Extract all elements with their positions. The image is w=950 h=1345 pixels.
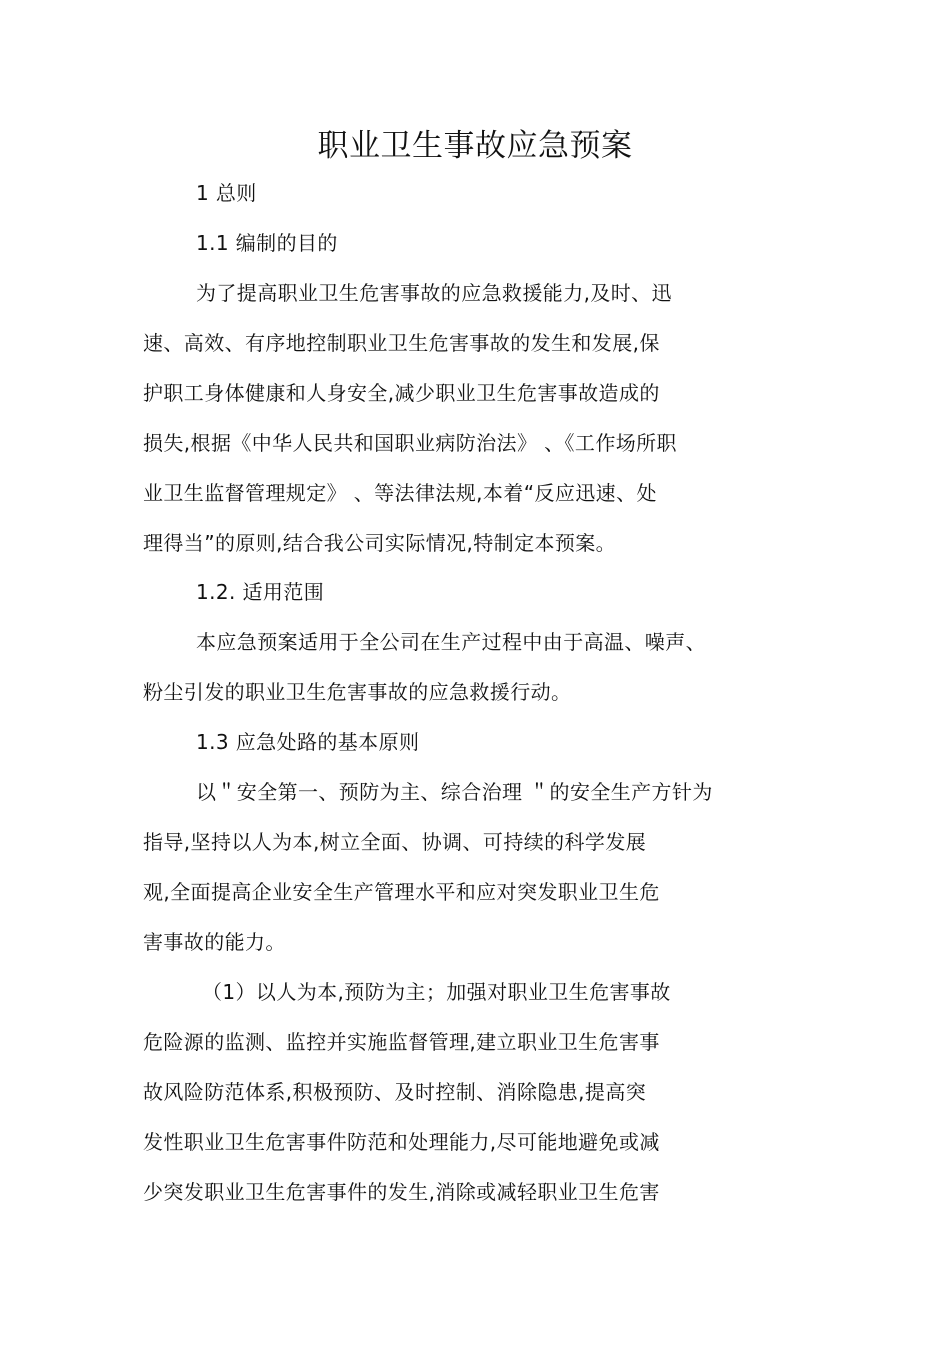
paragraph-line: 损失,根据《中华人民共和国职业病防治法》 、《工作场所职 [143,431,677,455]
paragraph-line: 以＂安全第一、预防为主、综合治理 ＂的安全生产方针为 [196,780,713,804]
paragraph-line: 本应急预案适用于全公司在生产过程中由于高温、噪声、 [196,630,706,654]
paragraph-line: 业卫生监督管理规定》 、等法律法规,本着“反应迅速、处 [143,481,657,505]
paragraph-line: 指导,坚持以人为本,树立全面、协调、可持续的科学发展 [143,830,647,854]
document-title: 职业卫生事故应急预案 [317,128,633,164]
paragraph-line: 为了提高职业卫生危害事故的应急救援能力,及时、迅 [196,281,672,305]
paragraph-line: 少突发职业卫生危害事件的发生,消除或减轻职业卫生危害 [143,1180,660,1204]
paragraph-line: 观,全面提高企业安全生产管理水平和应对突发职业卫生危 [143,880,660,904]
paragraph-line: 故风险防范体系,积极预防、及时控制、消除隐患,提高突 [143,1080,647,1104]
paragraph-line: 发性职业卫生危害事件防范和处理能力,尽可能地避免或减 [143,1130,660,1154]
paragraph-line: 理得当”的原则,结合我公司实际情况,特制定本预案。 [143,531,617,555]
paragraph-line: 速、高效、有序地控制职业卫生危害事故的发生和发展,保 [143,331,660,355]
paragraph-line: 危险源的监测、监控并实施监督管理,建立职业卫生危害事 [143,1030,660,1054]
section-heading-principles: 1.3 应急处路的基本原则 [196,730,420,754]
paragraph-line: 护职工身体健康和人身安全,减少职业卫生危害事故造成的 [143,381,660,405]
section-heading-purpose: 1.1 编制的目的 [196,231,338,255]
section-heading-scope: 1.2. 适用范围 [196,580,325,604]
section-heading-general: 1 总则 [196,181,257,205]
list-item-line: （1）以人为本,预防为主；加强对职业卫生危害事故 [202,980,671,1004]
paragraph-line: 粉尘引发的职业卫生危害事故的应急救援行动。 [143,680,572,704]
paragraph-line: 害事故的能力。 [143,930,286,954]
